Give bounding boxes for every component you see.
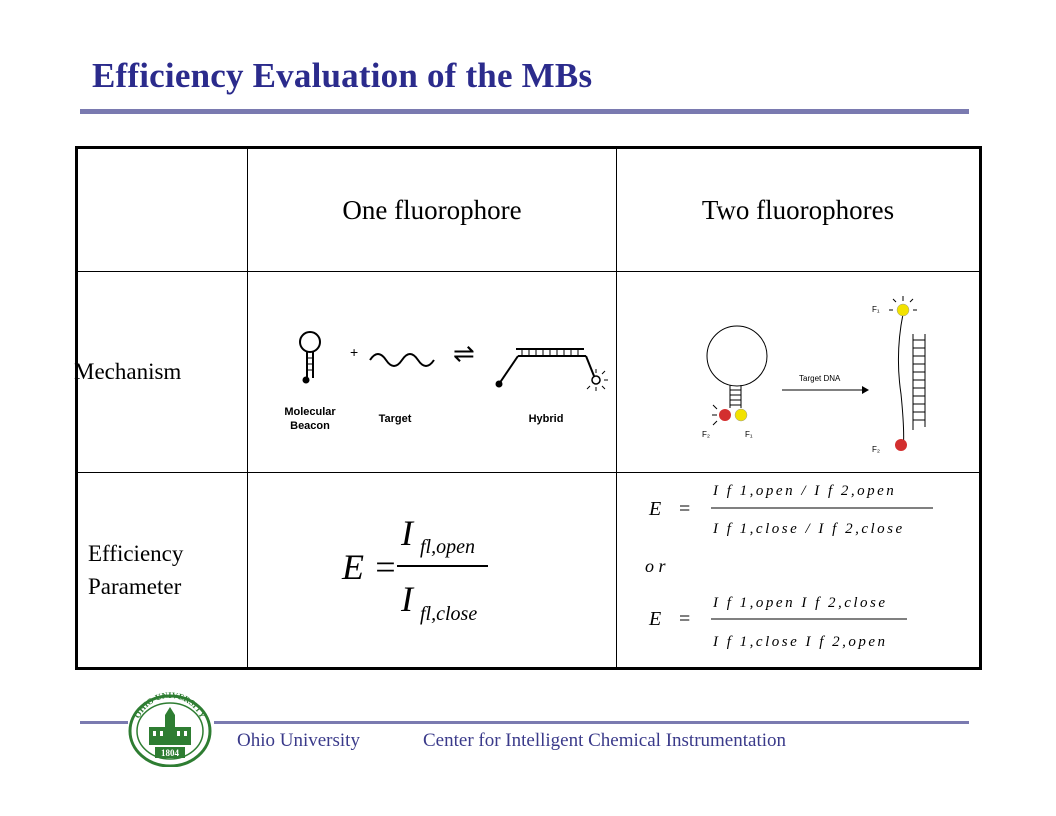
page-title: Efficiency Evaluation of the MBs bbox=[92, 56, 593, 95]
target-dna-arrow-icon bbox=[782, 374, 869, 394]
footer-divider-left bbox=[80, 721, 128, 724]
beacon-label: Beacon bbox=[290, 420, 330, 432]
parameter-label: Parameter bbox=[88, 574, 182, 599]
efficiency-table bbox=[75, 146, 982, 670]
f1-label-right: F₁ bbox=[872, 305, 880, 314]
hybrid-label: Hybrid bbox=[528, 413, 564, 425]
seal-year: 1804 bbox=[161, 748, 179, 758]
formula-numerator-sub: fl,open bbox=[420, 536, 475, 558]
formula-b-denominator: I f 1,close I f 2,open bbox=[713, 634, 888, 650]
target-strand-icon bbox=[370, 354, 434, 366]
formula-a-eq: = bbox=[679, 498, 691, 520]
formula-b-eq: = bbox=[679, 608, 691, 630]
mechanism-one-fluorophore-cell bbox=[248, 272, 617, 473]
footer-university: Ohio University bbox=[237, 730, 360, 751]
one-fluorophore-mechanism-diagram bbox=[248, 272, 616, 472]
efficiency-row bbox=[77, 473, 981, 669]
ohio-university-seal-icon bbox=[125, 691, 215, 767]
efficiency-label-block bbox=[78, 537, 247, 603]
formula-a-numerator: I f 1,open / I f 2,open bbox=[713, 483, 897, 499]
fluorophore-f2-open-icon bbox=[895, 439, 907, 451]
formula-lhs: E = bbox=[342, 547, 398, 587]
hybrid-icon bbox=[496, 349, 609, 391]
open-beacon-icon bbox=[872, 296, 925, 454]
formula-b-lhs: E bbox=[649, 608, 662, 630]
table-header-row bbox=[77, 148, 981, 272]
target-label: Target bbox=[378, 413, 412, 425]
footer-center-name: Center for Intelligent Chemical Instrumentation bbox=[423, 730, 787, 751]
formula-a-lhs: E bbox=[649, 498, 662, 520]
seal-text: OHIO UNIVERSITY bbox=[132, 691, 208, 720]
fluorophore-f1-open-icon bbox=[897, 304, 909, 316]
f2-label-left: F₂ bbox=[702, 430, 710, 439]
footer-divider-right bbox=[214, 721, 969, 724]
efficiency-label-cell bbox=[77, 473, 248, 669]
efficiency-one-fluorophore-cell bbox=[248, 473, 617, 669]
header-one-fluorophore: One fluorophore bbox=[248, 148, 617, 272]
f2-label-right: F₂ bbox=[872, 445, 880, 454]
f1-label-left: F₁ bbox=[745, 430, 753, 439]
fluorophore-f2-closed-icon bbox=[719, 409, 731, 421]
mechanism-two-fluorophores-cell bbox=[617, 272, 981, 473]
mechanism-label-cell bbox=[74, 272, 248, 473]
molecular-beacon-icon bbox=[300, 332, 320, 384]
mechanism-label: Mechanism bbox=[74, 359, 182, 384]
formula-denominator-base: I bbox=[401, 579, 413, 619]
plus-sign: + bbox=[350, 344, 359, 360]
efficiency-two-fluorophores-cell bbox=[617, 473, 981, 669]
header-two-fluorophores: Two fluorophores bbox=[617, 148, 981, 272]
title-divider bbox=[80, 109, 969, 114]
formula-denominator-sub: fl,close bbox=[420, 603, 478, 625]
formula-a-denominator: I f 1,close / I f 2,close bbox=[713, 521, 905, 537]
target-dna-label: Target DNA bbox=[799, 374, 841, 383]
fluorophore-f1-closed-icon bbox=[735, 409, 747, 421]
header-empty-cell bbox=[77, 148, 248, 272]
one-fluorophore-formula bbox=[248, 473, 616, 667]
formula-numerator-base: I bbox=[401, 513, 413, 553]
efficiency-label: Efficiency bbox=[88, 541, 184, 566]
two-fluorophores-mechanism-diagram bbox=[617, 272, 979, 472]
equilibrium-icon: ⇌ bbox=[453, 338, 475, 368]
molecular-label: Molecular bbox=[284, 406, 336, 418]
formula-b-numerator: I f 1,open I f 2,close bbox=[713, 595, 888, 611]
closed-beacon-icon bbox=[702, 326, 767, 439]
mechanism-row bbox=[77, 272, 981, 473]
or-text: o r bbox=[645, 556, 666, 576]
two-fluorophores-formula bbox=[617, 473, 979, 667]
